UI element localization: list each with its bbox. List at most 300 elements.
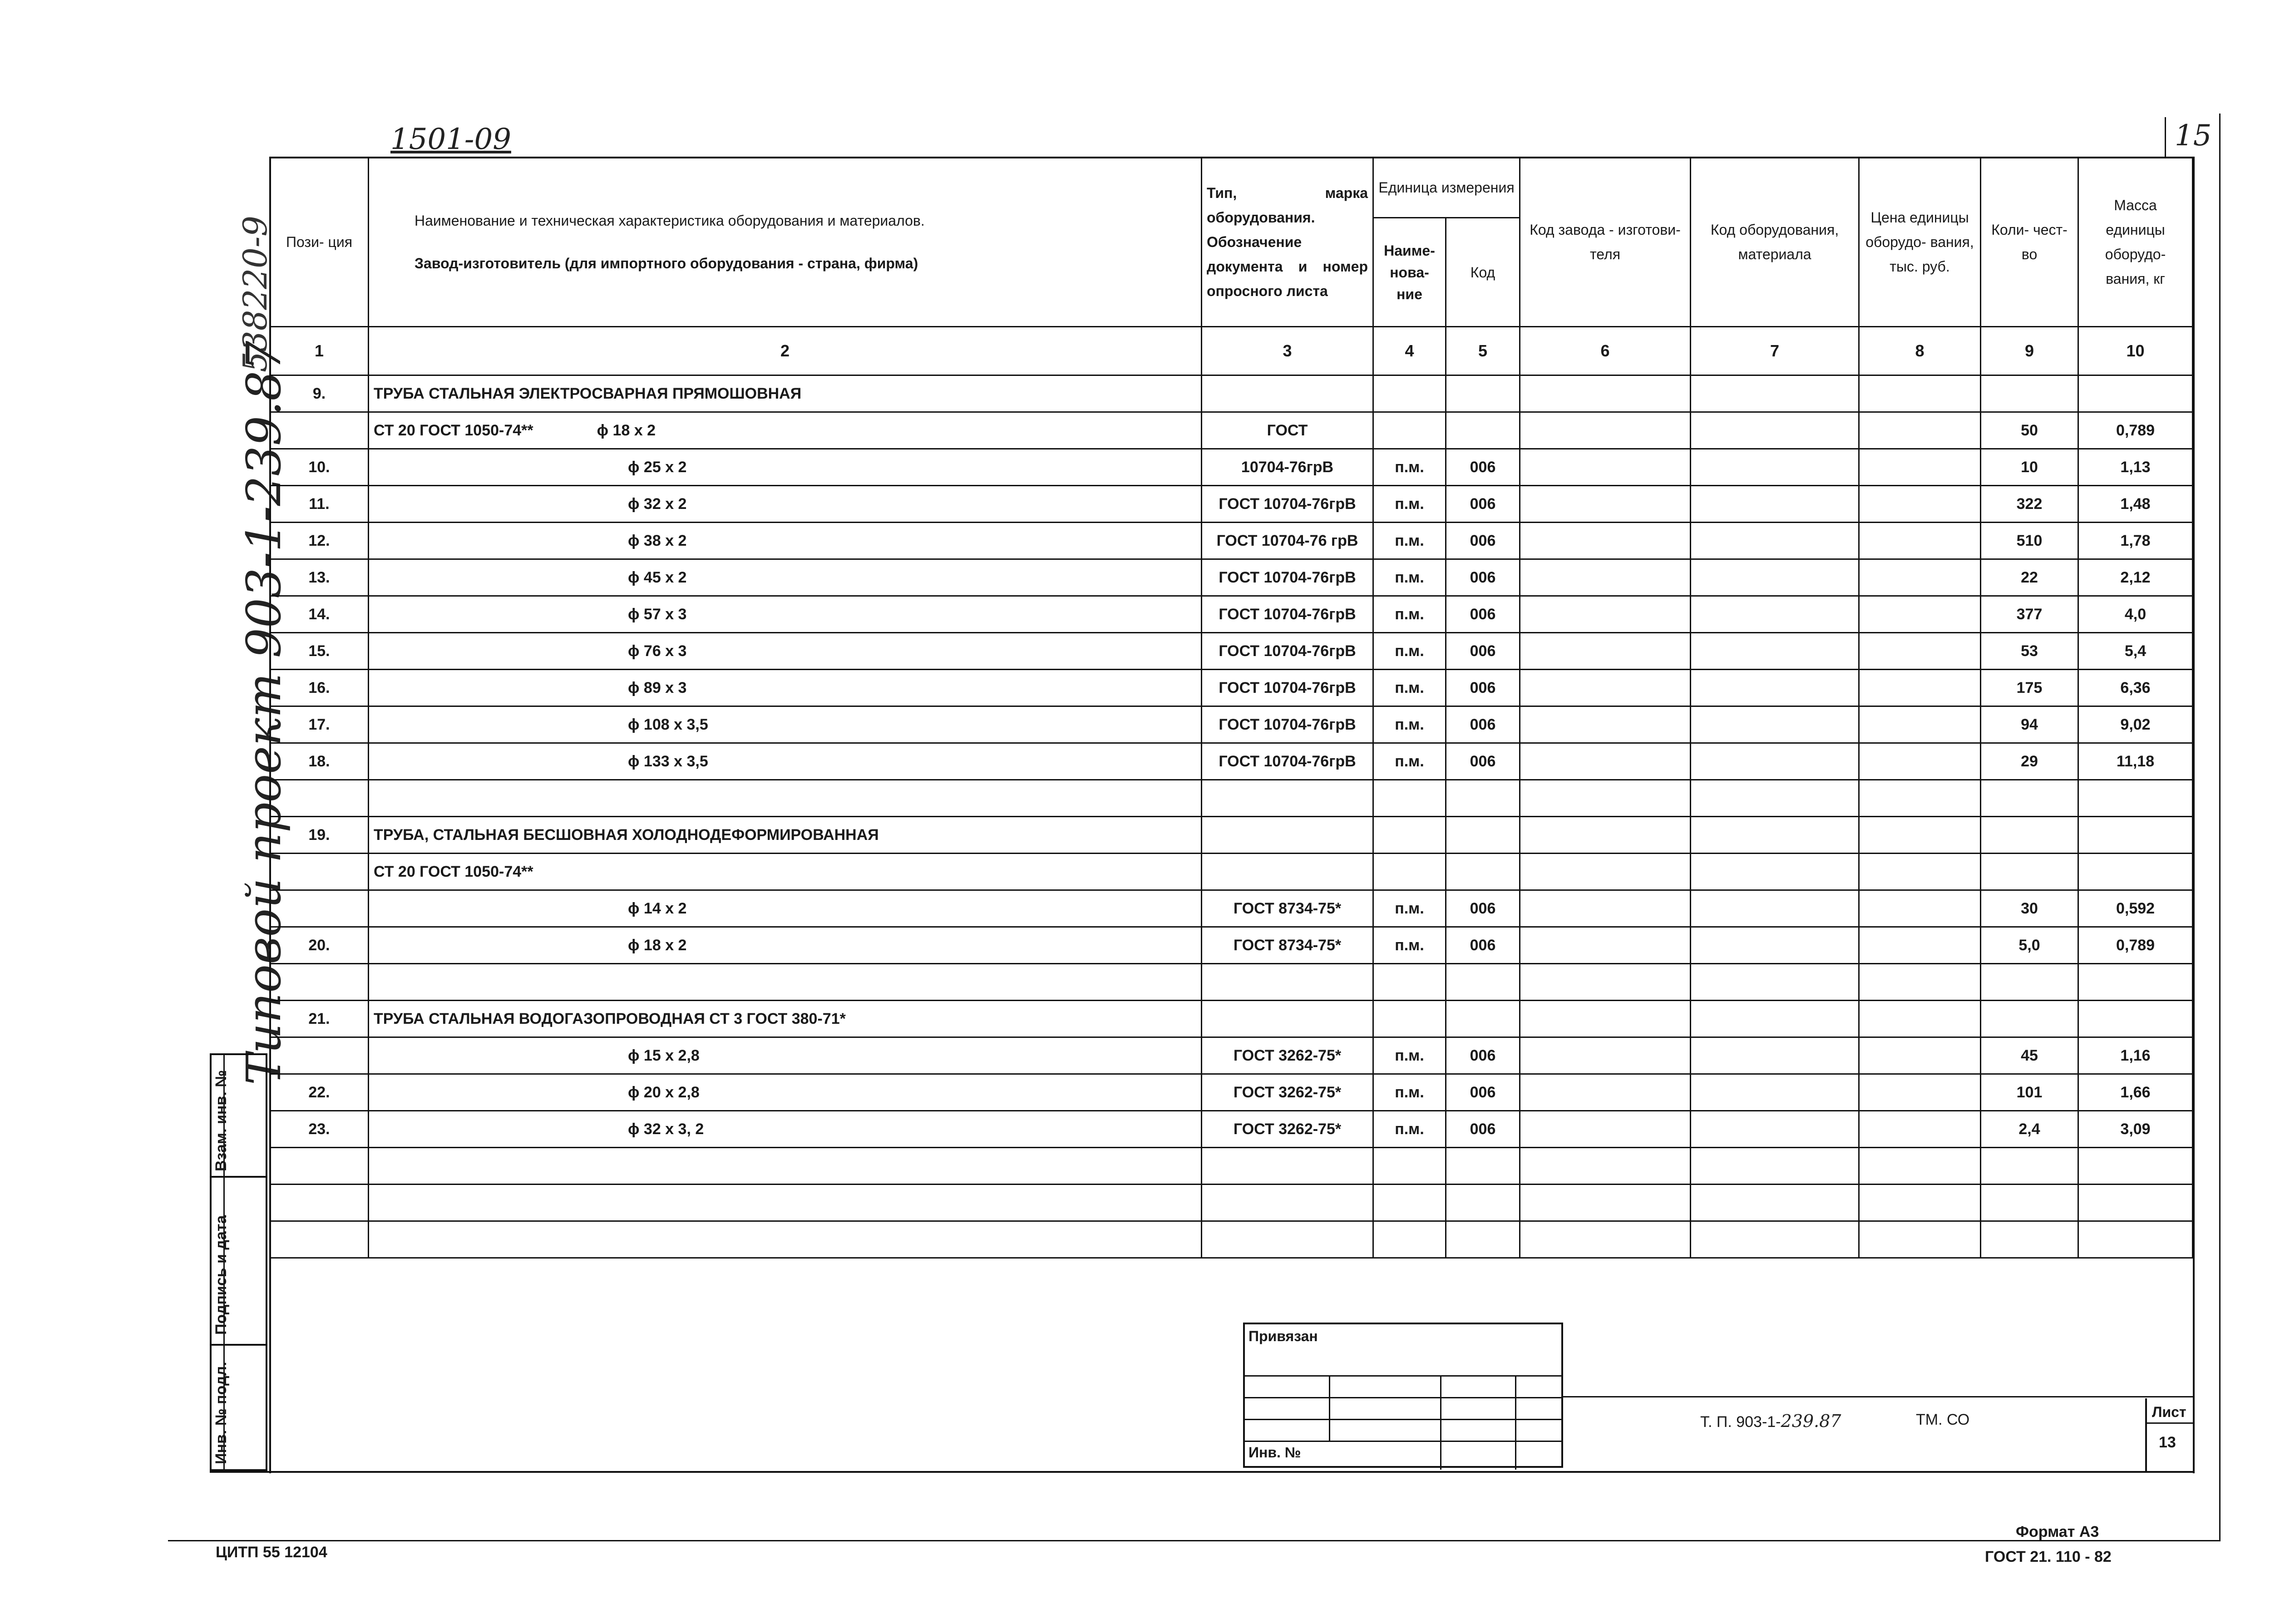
row-factory-code xyxy=(1520,1111,1691,1148)
row-equipment-code xyxy=(1691,412,1859,449)
row-name xyxy=(369,743,1202,780)
row-type: ГОСТ 10704-76грВ xyxy=(1202,596,1373,633)
row-factory-code xyxy=(1520,780,1691,817)
row-quantity: 510 xyxy=(1981,523,2078,559)
row-code: 006 xyxy=(1446,1074,1520,1111)
row-name xyxy=(369,854,1202,890)
row-quantity: 53 xyxy=(1981,633,2078,670)
row-name xyxy=(369,412,1202,449)
binding-strip-sep1 xyxy=(210,1176,267,1178)
row-equipment-code xyxy=(1691,633,1859,670)
table-row xyxy=(270,596,2193,633)
row-mass xyxy=(2078,817,2193,854)
row-price xyxy=(1859,964,1981,1001)
header-unit-code: Код xyxy=(1446,218,1520,327)
column-number: 9 xyxy=(1981,327,2078,375)
row-quantity: 29 xyxy=(1981,743,2078,780)
row-code xyxy=(1446,1185,1520,1221)
row-name xyxy=(369,596,1202,633)
row-code: 006 xyxy=(1446,449,1520,486)
row-code: 006 xyxy=(1446,927,1520,964)
row-factory-code xyxy=(1520,1074,1691,1111)
row-factory-code xyxy=(1520,1037,1691,1074)
row-type: ГОСТ 10704-76грВ xyxy=(1202,670,1373,706)
header-position: Пози- ция xyxy=(270,158,369,327)
row-price xyxy=(1859,1221,1981,1258)
row-code xyxy=(1446,412,1520,449)
row-equipment-code xyxy=(1691,1221,1859,1258)
binding-label-signature-date: Подпись и дата xyxy=(212,1215,230,1335)
row-price xyxy=(1859,854,1981,890)
row-equipment-code xyxy=(1691,559,1859,596)
row-name-text: ТРУБА СТАЛЬНАЯ ВОДОГАЗОПРОВОДНАЯ СТ 3 ГОСТ 380-71* xyxy=(374,1010,846,1027)
row-diameter: ϕ 38 x 2 xyxy=(628,532,687,549)
row-quantity: 30 xyxy=(1981,890,2078,927)
row-price xyxy=(1859,596,1981,633)
table-row xyxy=(270,706,2193,743)
row-price xyxy=(1859,523,1981,559)
row-price xyxy=(1859,927,1981,964)
row-mass: 5,4 xyxy=(2078,633,2193,670)
row-unit: п.м. xyxy=(1373,706,1446,743)
table-row xyxy=(270,964,2193,1001)
row-type xyxy=(1202,375,1373,412)
row-unit: п.м. xyxy=(1373,1074,1446,1111)
row-equipment-code xyxy=(1691,927,1859,964)
row-factory-code xyxy=(1520,412,1691,449)
header-quantity: Коли- чест- во xyxy=(1981,158,2078,327)
row-position xyxy=(270,780,369,817)
row-position xyxy=(270,1221,369,1258)
outer-border-bottom xyxy=(168,1540,2220,1541)
row-code: 006 xyxy=(1446,670,1520,706)
row-price xyxy=(1859,412,1981,449)
row-name xyxy=(369,1001,1202,1037)
table-row xyxy=(270,1001,2193,1037)
row-equipment-code xyxy=(1691,1037,1859,1074)
row-factory-code xyxy=(1520,523,1691,559)
row-unit xyxy=(1373,412,1446,449)
row-position xyxy=(270,1185,369,1221)
row-name xyxy=(369,375,1202,412)
table-row xyxy=(270,633,2193,670)
row-unit xyxy=(1373,854,1446,890)
row-price xyxy=(1859,1185,1981,1221)
row-position xyxy=(270,412,369,449)
row-diameter: ϕ 32 x 2 xyxy=(628,495,687,513)
sheet-box-left xyxy=(2145,1398,2147,1471)
row-quantity: 322 xyxy=(1981,486,2078,523)
row-unit: п.м. xyxy=(1373,1111,1446,1148)
row-factory-code xyxy=(1520,1185,1691,1221)
row-mass xyxy=(2078,780,2193,817)
row-mass xyxy=(2078,1148,2193,1185)
table-row xyxy=(270,412,2193,449)
sheet-corner-mark: 15 xyxy=(2175,119,2212,153)
row-name xyxy=(369,927,1202,964)
column-number: 2 xyxy=(369,327,1202,375)
row-equipment-code xyxy=(1691,890,1859,927)
binding-label-inv-original: Инв. № подл. xyxy=(212,1362,230,1464)
row-price xyxy=(1859,706,1981,743)
table-row xyxy=(270,890,2193,927)
table-row xyxy=(270,743,2193,780)
row-type: ГОСТ 3262-75* xyxy=(1202,1074,1373,1111)
stamp-hline-4 xyxy=(1245,1441,1561,1442)
row-type xyxy=(1202,854,1373,890)
row-quantity xyxy=(1981,817,2078,854)
row-code xyxy=(1446,375,1520,412)
row-factory-code xyxy=(1520,890,1691,927)
row-quantity: 2,4 xyxy=(1981,1111,2078,1148)
row-position: 15. xyxy=(270,633,369,670)
row-price xyxy=(1859,743,1981,780)
row-diameter: ϕ 76 x 3 xyxy=(628,642,687,660)
column-number: 6 xyxy=(1520,327,1691,375)
stamp-hline-1 xyxy=(1245,1375,1561,1377)
row-mass: 1,66 xyxy=(2078,1074,2193,1111)
row-equipment-code xyxy=(1691,486,1859,523)
table-row xyxy=(270,1221,2193,1258)
row-equipment-code xyxy=(1691,596,1859,633)
row-code: 006 xyxy=(1446,633,1520,670)
row-name xyxy=(369,706,1202,743)
row-diameter: ϕ 15 x 2,8 xyxy=(628,1046,700,1064)
footer-org: ЦИТП 55 12104 xyxy=(216,1544,327,1561)
row-type: ГОСТ 3262-75* xyxy=(1202,1111,1373,1148)
row-mass: 0,789 xyxy=(2078,927,2193,964)
row-code: 006 xyxy=(1446,559,1520,596)
row-unit: п.м. xyxy=(1373,596,1446,633)
doc-prefix: Т. П. 903-1- xyxy=(1700,1413,1781,1431)
row-unit xyxy=(1373,1221,1446,1258)
row-name xyxy=(369,1185,1202,1221)
row-code: 006 xyxy=(1446,486,1520,523)
header-price: Цена единицы оборудо- вания, тыс. руб. xyxy=(1859,158,1981,327)
row-name xyxy=(369,1037,1202,1074)
stamp-vline-2 xyxy=(1440,1375,1441,1470)
row-name xyxy=(369,449,1202,486)
row-quantity: 94 xyxy=(1981,706,2078,743)
row-quantity: 45 xyxy=(1981,1037,2078,1074)
stamp-vline-3 xyxy=(1515,1375,1516,1470)
binding-label-replace-inv: Взам. инв. № xyxy=(212,1070,230,1171)
row-type: ГОСТ xyxy=(1202,412,1373,449)
row-code xyxy=(1446,817,1520,854)
row-position: 21. xyxy=(270,1001,369,1037)
header-equipment-code: Код оборудования, материала xyxy=(1691,158,1859,327)
row-equipment-code xyxy=(1691,1111,1859,1148)
table-row xyxy=(270,670,2193,706)
header-mass: Масса единицы оборудо- вания, кг xyxy=(2078,158,2193,327)
column-number: 7 xyxy=(1691,327,1859,375)
row-factory-code xyxy=(1520,449,1691,486)
row-name xyxy=(369,964,1202,1001)
row-position: 11. xyxy=(270,486,369,523)
row-price xyxy=(1859,559,1981,596)
row-unit xyxy=(1373,1148,1446,1185)
row-equipment-code xyxy=(1691,375,1859,412)
column-number: 1 xyxy=(270,327,369,375)
row-diameter: ϕ 14 x 2 xyxy=(628,899,687,917)
header-row-1 xyxy=(270,158,2193,218)
side-stamp-number: 538220-9 xyxy=(236,216,274,372)
table-row xyxy=(270,817,2193,854)
row-equipment-code xyxy=(1691,817,1859,854)
row-mass: 0,592 xyxy=(2078,890,2193,927)
table-row xyxy=(270,449,2193,486)
row-position xyxy=(270,890,369,927)
row-unit xyxy=(1373,780,1446,817)
row-factory-code xyxy=(1520,1148,1691,1185)
corner-mark-box xyxy=(2165,117,2166,157)
row-name xyxy=(369,523,1202,559)
row-name xyxy=(369,1148,1202,1185)
row-diameter: ϕ 20 x 2,8 xyxy=(628,1083,700,1101)
document-suffix: ТМ. СО xyxy=(1916,1411,1970,1428)
row-type: ГОСТ 3262-75* xyxy=(1202,1037,1373,1074)
row-name xyxy=(369,817,1202,854)
row-factory-code xyxy=(1520,375,1691,412)
row-diameter: ϕ 18 x 2 xyxy=(597,421,656,439)
header-unit-name: Наиме- нова- ние xyxy=(1373,218,1446,327)
row-quantity: 101 xyxy=(1981,1074,2078,1111)
row-equipment-code xyxy=(1691,706,1859,743)
row-name xyxy=(369,1074,1202,1111)
row-mass: 2,12 xyxy=(2078,559,2193,596)
row-quantity xyxy=(1981,1001,2078,1037)
row-price xyxy=(1859,375,1981,412)
row-unit xyxy=(1373,964,1446,1001)
row-name xyxy=(369,486,1202,523)
row-quantity: 50 xyxy=(1981,412,2078,449)
table-row xyxy=(270,559,2193,596)
row-factory-code xyxy=(1520,559,1691,596)
column-number: 3 xyxy=(1202,327,1373,375)
row-mass: 4,0 xyxy=(2078,596,2193,633)
row-position: 10. xyxy=(270,449,369,486)
row-price xyxy=(1859,780,1981,817)
row-position: 14. xyxy=(270,596,369,633)
row-type: ГОСТ 8734-75* xyxy=(1202,927,1373,964)
row-price xyxy=(1859,633,1981,670)
row-position: 23. xyxy=(270,1111,369,1148)
row-quantity: 175 xyxy=(1981,670,2078,706)
document-designation xyxy=(1700,1411,1841,1431)
row-code xyxy=(1446,854,1520,890)
row-code xyxy=(1446,1148,1520,1185)
row-unit: п.м. xyxy=(1373,927,1446,964)
row-quantity xyxy=(1981,1185,2078,1221)
row-quantity xyxy=(1981,375,2078,412)
row-code: 006 xyxy=(1446,523,1520,559)
row-mass xyxy=(2078,964,2193,1001)
row-equipment-code xyxy=(1691,1001,1859,1037)
row-type xyxy=(1202,817,1373,854)
stamp-vline-1 xyxy=(1329,1375,1330,1441)
row-quantity: 10 xyxy=(1981,449,2078,486)
row-code xyxy=(1446,1001,1520,1037)
row-diameter: ϕ 57 x 3 xyxy=(628,605,687,623)
row-equipment-code xyxy=(1691,1185,1859,1221)
row-position xyxy=(270,1148,369,1185)
row-factory-code xyxy=(1520,706,1691,743)
row-equipment-code xyxy=(1691,1074,1859,1111)
row-code: 006 xyxy=(1446,706,1520,743)
row-unit: п.м. xyxy=(1373,633,1446,670)
title-block-top xyxy=(1562,1396,2194,1397)
row-code: 006 xyxy=(1446,1037,1520,1074)
row-position: 17. xyxy=(270,706,369,743)
row-unit: п.м. xyxy=(1373,486,1446,523)
row-price xyxy=(1859,486,1981,523)
row-factory-code xyxy=(1520,964,1691,1001)
header-type: Тип, марка оборудования. Обозначение документа и номер опросного листа xyxy=(1202,158,1373,327)
row-unit xyxy=(1373,1185,1446,1221)
row-quantity xyxy=(1981,1221,2078,1258)
row-position: 12. xyxy=(270,523,369,559)
row-quantity: 5,0 xyxy=(1981,927,2078,964)
row-name xyxy=(369,559,1202,596)
row-position: 18. xyxy=(270,743,369,780)
row-type: ГОСТ 10704-76грВ xyxy=(1202,633,1373,670)
row-name xyxy=(369,780,1202,817)
row-mass xyxy=(2078,854,2193,890)
row-factory-code xyxy=(1520,596,1691,633)
row-factory-code xyxy=(1520,1001,1691,1037)
column-number: 8 xyxy=(1859,327,1981,375)
row-name xyxy=(369,633,1202,670)
header-factory-code: Код завода - изготови- теля xyxy=(1520,158,1691,327)
row-unit: п.м. xyxy=(1373,523,1446,559)
row-position: 22. xyxy=(270,1074,369,1111)
row-equipment-code xyxy=(1691,780,1859,817)
column-number: 10 xyxy=(2078,327,2193,375)
row-name xyxy=(369,890,1202,927)
row-price xyxy=(1859,1111,1981,1148)
row-type: ГОСТ 10704-76 грВ xyxy=(1202,523,1373,559)
row-equipment-code xyxy=(1691,523,1859,559)
row-code xyxy=(1446,964,1520,1001)
inventory-label: Инв. № xyxy=(1248,1444,1301,1461)
stamp-hline-2 xyxy=(1245,1397,1561,1398)
archive-number: 1501-09 xyxy=(390,123,511,156)
attached-stamp xyxy=(1243,1323,1563,1468)
row-mass: 9,02 xyxy=(2078,706,2193,743)
footer-standard: ГОСТ 21. 110 - 82 xyxy=(1985,1548,2112,1565)
row-price xyxy=(1859,449,1981,486)
row-mass: 1,16 xyxy=(2078,1037,2193,1074)
doc-hand-number: 239.87 xyxy=(1781,1411,1841,1431)
row-diameter: ϕ 133 x 3,5 xyxy=(628,752,708,770)
table-row xyxy=(270,1185,2193,1221)
row-quantity xyxy=(1981,964,2078,1001)
table-row xyxy=(270,523,2193,559)
row-quantity xyxy=(1981,854,2078,890)
row-position: 9. xyxy=(270,375,369,412)
row-mass: 0,789 xyxy=(2078,412,2193,449)
row-type: ГОСТ 8734-75* xyxy=(1202,890,1373,927)
row-quantity: 22 xyxy=(1981,559,2078,596)
row-position: 13. xyxy=(270,559,369,596)
row-position: 19. xyxy=(270,817,369,854)
attached-label: Привязан xyxy=(1248,1328,1318,1344)
row-position xyxy=(270,964,369,1001)
row-type xyxy=(1202,780,1373,817)
row-code: 006 xyxy=(1446,743,1520,780)
stamp-hline-3 xyxy=(1245,1419,1561,1420)
row-factory-code xyxy=(1520,817,1691,854)
row-equipment-code xyxy=(1691,964,1859,1001)
row-factory-code xyxy=(1520,486,1691,523)
row-name-text: ТРУБА, СТАЛЬНАЯ БЕСШОВНАЯ ХОЛОДНОДЕФОРМИРОВАННАЯ xyxy=(374,826,879,844)
row-type xyxy=(1202,964,1373,1001)
row-code: 006 xyxy=(1446,596,1520,633)
row-mass xyxy=(2078,375,2193,412)
row-factory-code xyxy=(1520,1221,1691,1258)
row-type xyxy=(1202,1148,1373,1185)
row-unit: п.м. xyxy=(1373,670,1446,706)
row-mass xyxy=(2078,1221,2193,1258)
row-mass xyxy=(2078,1185,2193,1221)
binding-strip-sep2 xyxy=(210,1344,267,1346)
row-mass: 1,48 xyxy=(2078,486,2193,523)
table-row xyxy=(270,1074,2193,1111)
row-price xyxy=(1859,1074,1981,1111)
row-mass xyxy=(2078,1001,2193,1037)
specification-table xyxy=(269,157,2193,1259)
row-equipment-code xyxy=(1691,670,1859,706)
row-code xyxy=(1446,1221,1520,1258)
row-name-text: ТРУБА СТАЛЬНАЯ ЭЛЕКТРОСВАРНАЯ ПРЯМОШОВНАЯ xyxy=(374,385,802,402)
table-row xyxy=(270,854,2193,890)
row-type xyxy=(1202,1001,1373,1037)
row-equipment-code xyxy=(1691,449,1859,486)
row-equipment-code xyxy=(1691,743,1859,780)
row-name xyxy=(369,1111,1202,1148)
row-price xyxy=(1859,1001,1981,1037)
outer-border-right xyxy=(2219,114,2221,1541)
table-row xyxy=(270,375,2193,412)
row-position: 16. xyxy=(270,670,369,706)
row-unit xyxy=(1373,1001,1446,1037)
row-type: ГОСТ 10704-76грВ xyxy=(1202,743,1373,780)
row-mass: 1,13 xyxy=(2078,449,2193,486)
row-price xyxy=(1859,1148,1981,1185)
table-row xyxy=(270,486,2193,523)
row-position xyxy=(270,1037,369,1074)
row-unit: п.м. xyxy=(1373,449,1446,486)
sheet-box-sep xyxy=(2145,1422,2194,1424)
row-name-text: СТ 20 ГОСТ 1050-74** xyxy=(374,421,533,439)
row-quantity xyxy=(1981,780,2078,817)
row-type: 10704-76грВ xyxy=(1202,449,1373,486)
row-quantity xyxy=(1981,1148,2078,1185)
frame-bottom xyxy=(210,1471,2195,1473)
row-code: 006 xyxy=(1446,890,1520,927)
row-factory-code xyxy=(1520,854,1691,890)
row-position: 20. xyxy=(270,927,369,964)
row-diameter: ϕ 89 x 3 xyxy=(628,679,687,696)
sheet-label: Лист xyxy=(2152,1404,2186,1420)
row-price xyxy=(1859,817,1981,854)
header-name xyxy=(369,158,1202,327)
header-unit-group: Единица измерения xyxy=(1373,158,1520,218)
row-factory-code xyxy=(1520,633,1691,670)
row-diameter: ϕ 25 x 2 xyxy=(628,458,687,476)
row-diameter: ϕ 18 x 2 xyxy=(628,936,687,954)
row-mass: 11,18 xyxy=(2078,743,2193,780)
